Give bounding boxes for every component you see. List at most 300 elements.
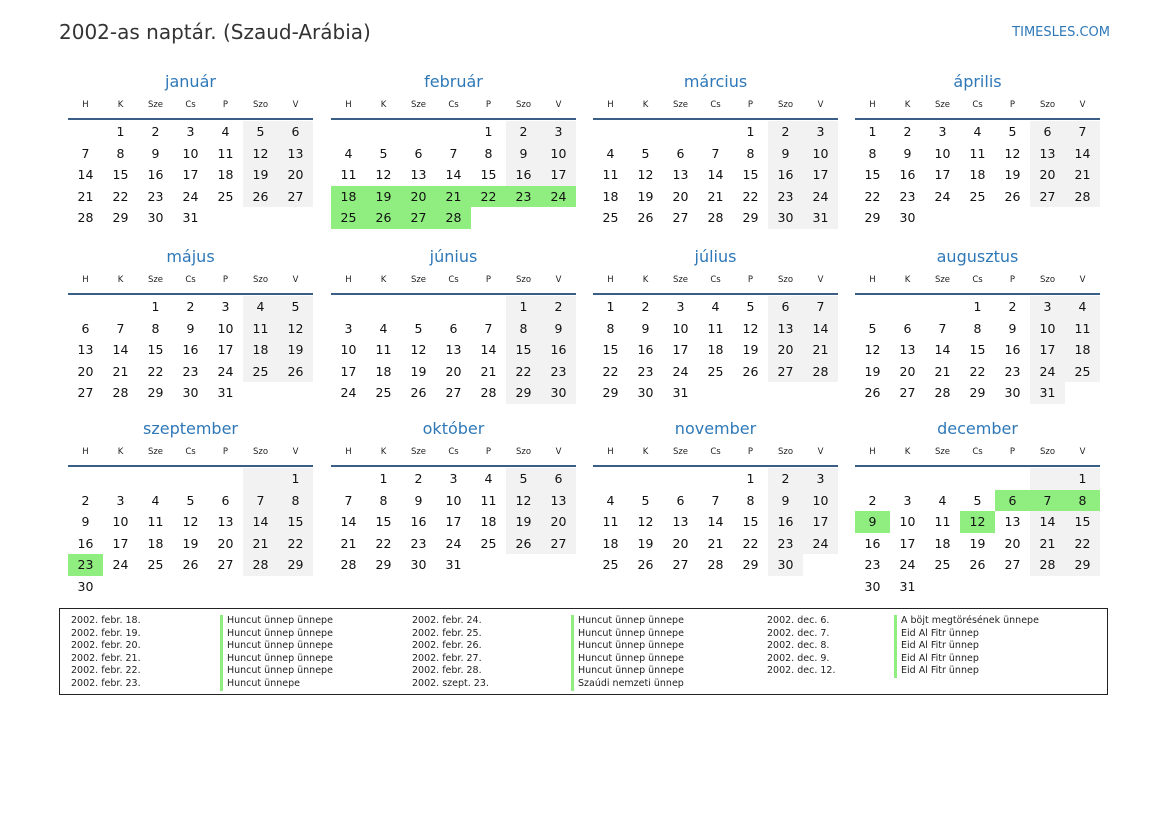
day-cell[interactable]: 17	[340, 363, 357, 379]
day-cell[interactable]: 18	[1065, 339, 1100, 361]
day-cell[interactable]: 8	[746, 145, 755, 161]
holiday-day-cell[interactable]: 18	[331, 186, 366, 208]
day-cell[interactable]: 13	[410, 167, 427, 183]
day-cell[interactable]: 7	[484, 320, 493, 336]
day-cell[interactable]: 14	[112, 342, 129, 358]
day-cell[interactable]: 11	[602, 514, 619, 530]
day-cell[interactable]: 17	[899, 535, 916, 551]
day-cell[interactable]: 30	[768, 554, 803, 576]
day-cell[interactable]: 5	[868, 320, 877, 336]
day-cell[interactable]: 29	[969, 385, 986, 401]
day-cell[interactable]: 28	[803, 361, 838, 383]
day-cell[interactable]: 2	[768, 121, 803, 143]
day-cell[interactable]: 30	[77, 578, 94, 594]
day-cell[interactable]: 18	[147, 535, 164, 551]
day-cell[interactable]: 18	[934, 535, 951, 551]
day-cell[interactable]: 10	[541, 143, 576, 165]
day-cell[interactable]: 22	[506, 361, 541, 383]
day-cell[interactable]: 28	[707, 557, 724, 573]
day-cell[interactable]: 21	[934, 363, 951, 379]
day-cell[interactable]: 26	[182, 557, 199, 573]
day-cell[interactable]: 12	[506, 490, 541, 512]
day-cell[interactable]: 2	[414, 471, 423, 486]
day-cell[interactable]: 3	[1030, 296, 1065, 318]
day-cell[interactable]: 15	[480, 167, 497, 183]
day-cell[interactable]: 10	[1030, 318, 1065, 340]
day-cell[interactable]: 4	[973, 124, 982, 139]
day-cell[interactable]: 3	[221, 299, 230, 314]
day-cell[interactable]: 3	[344, 320, 353, 336]
day-cell[interactable]: 19	[864, 363, 881, 379]
day-cell[interactable]: 25	[480, 535, 497, 551]
day-cell[interactable]: 27	[672, 557, 689, 573]
day-cell[interactable]: 12	[1004, 145, 1021, 161]
day-cell[interactable]: 5	[243, 121, 278, 143]
day-cell[interactable]: 3	[449, 471, 458, 486]
day-cell[interactable]: 1	[484, 124, 493, 139]
holiday-day-cell[interactable]: 22	[471, 186, 506, 208]
day-cell[interactable]: 27	[1004, 557, 1021, 573]
day-cell[interactable]: 1	[973, 299, 982, 314]
day-cell[interactable]: 13	[217, 514, 234, 530]
day-cell[interactable]: 31	[899, 578, 916, 594]
day-cell[interactable]: 18	[707, 342, 724, 358]
day-cell[interactable]: 15	[1065, 511, 1100, 533]
day-cell[interactable]: 3	[186, 124, 195, 139]
day-cell[interactable]: 13	[899, 342, 916, 358]
day-cell[interactable]: 22	[602, 363, 619, 379]
day-cell[interactable]: 29	[742, 210, 759, 226]
day-cell[interactable]: 14	[707, 514, 724, 530]
day-cell[interactable]: 8	[484, 145, 493, 161]
day-cell[interactable]: 7	[116, 320, 125, 336]
day-cell[interactable]: 14	[480, 342, 497, 358]
day-cell[interactable]: 24	[1030, 361, 1065, 383]
day-cell[interactable]: 10	[803, 490, 838, 512]
day-cell[interactable]: 25	[217, 188, 234, 204]
day-cell[interactable]: 27	[672, 210, 689, 226]
day-cell[interactable]: 28	[77, 210, 94, 226]
day-cell[interactable]: 18	[480, 514, 497, 530]
day-cell[interactable]: 14	[1065, 143, 1100, 165]
day-cell[interactable]: 29	[506, 382, 541, 404]
day-cell[interactable]: 12	[637, 514, 654, 530]
day-cell[interactable]: 15	[969, 342, 986, 358]
day-cell[interactable]: 15	[602, 342, 619, 358]
day-cell[interactable]: 16	[1004, 342, 1021, 358]
day-cell[interactable]: 12	[375, 167, 392, 183]
day-cell[interactable]: 13	[541, 490, 576, 512]
day-cell[interactable]: 14	[934, 342, 951, 358]
day-cell[interactable]: 17	[934, 167, 951, 183]
day-cell[interactable]: 24	[803, 533, 838, 555]
site-link[interactable]: TIMESLES.COM	[1012, 25, 1110, 40]
day-cell[interactable]: 4	[606, 492, 615, 508]
day-cell[interactable]: 11	[602, 167, 619, 183]
day-cell[interactable]: 12	[742, 320, 759, 336]
day-cell[interactable]: 11	[707, 320, 724, 336]
day-cell[interactable]: 22	[278, 533, 313, 555]
day-cell[interactable]: 25	[934, 557, 951, 573]
holiday-day-cell[interactable]: 28	[436, 207, 471, 229]
day-cell[interactable]: 24	[672, 363, 689, 379]
day-cell[interactable]: 24	[899, 557, 916, 573]
day-cell[interactable]: 16	[147, 167, 164, 183]
day-cell[interactable]: 18	[243, 339, 278, 361]
day-cell[interactable]: 28	[480, 385, 497, 401]
day-cell[interactable]: 19	[243, 164, 278, 186]
day-cell[interactable]: 15	[742, 167, 759, 183]
day-cell[interactable]: 12	[182, 514, 199, 530]
day-cell[interactable]: 3	[803, 121, 838, 143]
day-cell[interactable]: 10	[899, 514, 916, 530]
day-cell[interactable]: 10	[112, 514, 129, 530]
day-cell[interactable]: 5	[379, 145, 388, 161]
day-cell[interactable]: 9	[903, 145, 912, 161]
day-cell[interactable]: 29	[278, 554, 313, 576]
day-cell[interactable]: 22	[1065, 533, 1100, 555]
day-cell[interactable]: 4	[938, 492, 947, 508]
day-cell[interactable]: 29	[602, 385, 619, 401]
day-cell[interactable]: 16	[899, 167, 916, 183]
day-cell[interactable]: 29	[742, 557, 759, 573]
day-cell[interactable]: 7	[938, 320, 947, 336]
day-cell[interactable]: 21	[707, 535, 724, 551]
day-cell[interactable]: 20	[1030, 164, 1065, 186]
day-cell[interactable]: 9	[768, 143, 803, 165]
day-cell[interactable]: 9	[151, 145, 160, 161]
day-cell[interactable]: 15	[742, 514, 759, 530]
day-cell[interactable]: 6	[676, 492, 685, 508]
day-cell[interactable]: 20	[899, 363, 916, 379]
day-cell[interactable]: 5	[641, 492, 650, 508]
day-cell[interactable]: 27	[77, 385, 94, 401]
day-cell[interactable]: 20	[541, 511, 576, 533]
day-cell[interactable]: 9	[541, 318, 576, 340]
day-cell[interactable]: 26	[742, 363, 759, 379]
day-cell[interactable]: 28	[707, 210, 724, 226]
day-cell[interactable]: 7	[344, 492, 353, 508]
day-cell[interactable]: 20	[672, 535, 689, 551]
day-cell[interactable]: 24	[803, 186, 838, 208]
day-cell[interactable]: 1	[151, 299, 160, 314]
day-cell[interactable]: 26	[969, 557, 986, 573]
holiday-day-cell[interactable]: 21	[436, 186, 471, 208]
day-cell[interactable]: 30	[637, 385, 654, 401]
day-cell[interactable]: 8	[379, 492, 388, 508]
day-cell[interactable]: 30	[147, 210, 164, 226]
day-cell[interactable]: 7	[1065, 121, 1100, 143]
day-cell[interactable]: 10	[803, 143, 838, 165]
day-cell[interactable]: 8	[278, 490, 313, 512]
day-cell[interactable]: 19	[637, 535, 654, 551]
day-cell[interactable]: 21	[243, 533, 278, 555]
day-cell[interactable]: 31	[1030, 382, 1065, 404]
day-cell[interactable]: 5	[1008, 124, 1017, 139]
day-cell[interactable]: 27	[1030, 186, 1065, 208]
day-cell[interactable]: 14	[77, 167, 94, 183]
day-cell[interactable]: 13	[672, 514, 689, 530]
day-cell[interactable]: 5	[641, 145, 650, 161]
day-cell[interactable]: 12	[410, 342, 427, 358]
day-cell[interactable]: 6	[903, 320, 912, 336]
day-cell[interactable]: 7	[243, 490, 278, 512]
day-cell[interactable]: 8	[116, 145, 125, 161]
day-cell[interactable]: 21	[707, 188, 724, 204]
day-cell[interactable]: 23	[147, 188, 164, 204]
day-cell[interactable]: 17	[1030, 339, 1065, 361]
day-cell[interactable]: 11	[147, 514, 164, 530]
day-cell[interactable]: 29	[112, 210, 129, 226]
day-cell[interactable]: 5	[186, 492, 195, 508]
day-cell[interactable]: 6	[676, 145, 685, 161]
day-cell[interactable]: 27	[217, 557, 234, 573]
day-cell[interactable]: 6	[449, 320, 458, 336]
day-cell[interactable]: 15	[864, 167, 881, 183]
day-cell[interactable]: 23	[410, 535, 427, 551]
day-cell[interactable]: 3	[116, 492, 125, 508]
day-cell[interactable]: 26	[864, 385, 881, 401]
day-cell[interactable]: 29	[864, 210, 881, 226]
day-cell[interactable]: 17	[182, 167, 199, 183]
day-cell[interactable]: 26	[243, 186, 278, 208]
day-cell[interactable]: 23	[541, 361, 576, 383]
day-cell[interactable]: 29	[147, 385, 164, 401]
day-cell[interactable]: 4	[344, 145, 353, 161]
day-cell[interactable]: 25	[707, 363, 724, 379]
day-cell[interactable]: 23	[637, 363, 654, 379]
day-cell[interactable]: 9	[414, 492, 423, 508]
holiday-day-cell[interactable]: 24	[541, 186, 576, 208]
day-cell[interactable]: 9	[186, 320, 195, 336]
day-cell[interactable]: 24	[112, 557, 129, 573]
day-cell[interactable]: 24	[182, 188, 199, 204]
day-cell[interactable]: 9	[506, 143, 541, 165]
day-cell[interactable]: 21	[480, 363, 497, 379]
day-cell[interactable]: 2	[903, 124, 912, 139]
day-cell[interactable]: 25	[375, 385, 392, 401]
day-cell[interactable]: 27	[768, 361, 803, 383]
day-cell[interactable]: 19	[969, 535, 986, 551]
day-cell[interactable]: 11	[340, 167, 357, 183]
day-cell[interactable]: 4	[484, 471, 493, 486]
day-cell[interactable]: 11	[217, 145, 234, 161]
day-cell[interactable]: 14	[707, 167, 724, 183]
day-cell[interactable]: 4	[606, 145, 615, 161]
day-cell[interactable]: 10	[445, 492, 462, 508]
day-cell[interactable]: 26	[278, 361, 313, 383]
day-cell[interactable]: 10	[182, 145, 199, 161]
day-cell[interactable]: 27	[899, 385, 916, 401]
day-cell[interactable]: 21	[340, 535, 357, 551]
day-cell[interactable]: 31	[445, 557, 462, 573]
day-cell[interactable]: 17	[445, 514, 462, 530]
day-cell[interactable]: 21	[77, 188, 94, 204]
day-cell[interactable]: 27	[541, 533, 576, 555]
holiday-day-cell[interactable]: 23	[506, 186, 541, 208]
day-cell[interactable]: 13	[445, 342, 462, 358]
day-cell[interactable]: 22	[147, 363, 164, 379]
day-cell[interactable]: 23	[864, 557, 881, 573]
holiday-day-cell[interactable]: 9	[855, 511, 890, 533]
day-cell[interactable]: 30	[864, 578, 881, 594]
day-cell[interactable]: 18	[602, 188, 619, 204]
day-cell[interactable]: 28	[340, 557, 357, 573]
day-cell[interactable]: 21	[1030, 533, 1065, 555]
day-cell[interactable]: 1	[506, 296, 541, 318]
day-cell[interactable]: 29	[375, 557, 392, 573]
day-cell[interactable]: 20	[217, 535, 234, 551]
day-cell[interactable]: 13	[278, 143, 313, 165]
day-cell[interactable]: 3	[676, 299, 685, 314]
day-cell[interactable]: 21	[803, 339, 838, 361]
day-cell[interactable]: 9	[1008, 320, 1017, 336]
day-cell[interactable]: 25	[602, 210, 619, 226]
day-cell[interactable]: 27	[278, 186, 313, 208]
holiday-day-cell[interactable]: 12	[960, 511, 995, 533]
day-cell[interactable]: 20	[1004, 535, 1021, 551]
day-cell[interactable]: 4	[1065, 296, 1100, 318]
day-cell[interactable]: 25	[243, 361, 278, 383]
day-cell[interactable]: 20	[77, 363, 94, 379]
day-cell[interactable]: 9	[81, 514, 90, 530]
day-cell[interactable]: 7	[81, 145, 90, 161]
day-cell[interactable]: 6	[1030, 121, 1065, 143]
day-cell[interactable]: 11	[480, 492, 497, 508]
day-cell[interactable]: 12	[278, 318, 313, 340]
day-cell[interactable]: 24	[445, 535, 462, 551]
day-cell[interactable]: 23	[1004, 363, 1021, 379]
day-cell[interactable]: 20	[445, 363, 462, 379]
day-cell[interactable]: 6	[278, 121, 313, 143]
day-cell[interactable]: 19	[1004, 167, 1021, 183]
day-cell[interactable]: 11	[1065, 318, 1100, 340]
day-cell[interactable]: 7	[803, 296, 838, 318]
day-cell[interactable]: 8	[606, 320, 615, 336]
day-cell[interactable]: 15	[375, 514, 392, 530]
day-cell[interactable]: 30	[768, 207, 803, 229]
day-cell[interactable]: 14	[445, 167, 462, 183]
day-cell[interactable]: 20	[278, 164, 313, 186]
day-cell[interactable]: 30	[1004, 385, 1021, 401]
day-cell[interactable]: 10	[217, 320, 234, 336]
holiday-day-cell[interactable]: 20	[401, 186, 436, 208]
day-cell[interactable]: 17	[803, 511, 838, 533]
day-cell[interactable]: 30	[541, 382, 576, 404]
day-cell[interactable]: 18	[969, 167, 986, 183]
day-cell[interactable]: 4	[379, 320, 388, 336]
day-cell[interactable]: 5	[746, 299, 755, 314]
day-cell[interactable]: 2	[641, 299, 650, 314]
day-cell[interactable]: 13	[1030, 143, 1065, 165]
day-cell[interactable]: 23	[182, 363, 199, 379]
day-cell[interactable]: 6	[768, 296, 803, 318]
holiday-day-cell[interactable]: 6	[995, 490, 1030, 512]
day-cell[interactable]: 13	[77, 342, 94, 358]
day-cell[interactable]: 30	[410, 557, 427, 573]
day-cell[interactable]: 16	[637, 342, 654, 358]
day-cell[interactable]: 8	[746, 492, 755, 508]
day-cell[interactable]: 23	[768, 186, 803, 208]
day-cell[interactable]: 23	[899, 188, 916, 204]
day-cell[interactable]: 15	[278, 511, 313, 533]
day-cell[interactable]: 19	[182, 535, 199, 551]
day-cell[interactable]: 1	[116, 124, 125, 139]
day-cell[interactable]: 21	[1065, 164, 1100, 186]
day-cell[interactable]: 8	[973, 320, 982, 336]
holiday-day-cell[interactable]: 19	[366, 186, 401, 208]
day-cell[interactable]: 8	[868, 145, 877, 161]
day-cell[interactable]: 7	[711, 145, 720, 161]
day-cell[interactable]: 16	[506, 164, 541, 186]
day-cell[interactable]: 31	[672, 385, 689, 401]
day-cell[interactable]: 1	[746, 124, 755, 139]
day-cell[interactable]: 15	[112, 167, 129, 183]
day-cell[interactable]: 11	[243, 318, 278, 340]
day-cell[interactable]: 10	[340, 342, 357, 358]
day-cell[interactable]: 22	[112, 188, 129, 204]
day-cell[interactable]: 19	[637, 188, 654, 204]
day-cell[interactable]: 2	[768, 468, 803, 490]
day-cell[interactable]: 14	[340, 514, 357, 530]
day-cell[interactable]: 19	[742, 342, 759, 358]
day-cell[interactable]: 10	[672, 320, 689, 336]
day-cell[interactable]: 15	[147, 342, 164, 358]
day-cell[interactable]: 16	[768, 164, 803, 186]
day-cell[interactable]: 16	[541, 339, 576, 361]
day-cell[interactable]: 16	[182, 342, 199, 358]
day-cell[interactable]: 25	[1065, 361, 1100, 383]
day-cell[interactable]: 5	[278, 296, 313, 318]
day-cell[interactable]: 28	[112, 385, 129, 401]
day-cell[interactable]: 31	[182, 210, 199, 226]
day-cell[interactable]: 9	[641, 320, 650, 336]
day-cell[interactable]: 30	[182, 385, 199, 401]
day-cell[interactable]: 14	[243, 511, 278, 533]
day-cell[interactable]: 22	[969, 363, 986, 379]
day-cell[interactable]: 19	[410, 363, 427, 379]
day-cell[interactable]: 4	[151, 492, 160, 508]
day-cell[interactable]: 17	[112, 535, 129, 551]
day-cell[interactable]: 12	[637, 167, 654, 183]
day-cell[interactable]: 5	[506, 468, 541, 490]
day-cell[interactable]: 17	[672, 342, 689, 358]
holiday-day-cell[interactable]: 27	[401, 207, 436, 229]
day-cell[interactable]: 31	[217, 385, 234, 401]
day-cell[interactable]: 24	[217, 363, 234, 379]
day-cell[interactable]: 7	[711, 492, 720, 508]
day-cell[interactable]: 13	[1004, 514, 1021, 530]
day-cell[interactable]: 28	[1030, 554, 1065, 576]
day-cell[interactable]: 19	[506, 511, 541, 533]
day-cell[interactable]: 6	[414, 145, 423, 161]
day-cell[interactable]: 18	[217, 167, 234, 183]
day-cell[interactable]: 15	[506, 339, 541, 361]
day-cell[interactable]: 1	[868, 124, 877, 139]
day-cell[interactable]: 14	[803, 318, 838, 340]
holiday-day-cell[interactable]: 7	[1030, 490, 1065, 512]
day-cell[interactable]: 25	[969, 188, 986, 204]
day-cell[interactable]: 27	[445, 385, 462, 401]
day-cell[interactable]: 17	[803, 164, 838, 186]
day-cell[interactable]: 1	[278, 468, 313, 490]
day-cell[interactable]: 3	[541, 121, 576, 143]
day-cell[interactable]: 17	[541, 164, 576, 186]
holiday-day-cell[interactable]: 23	[68, 554, 103, 576]
day-cell[interactable]: 3	[903, 492, 912, 508]
day-cell[interactable]: 13	[768, 318, 803, 340]
day-cell[interactable]: 19	[278, 339, 313, 361]
